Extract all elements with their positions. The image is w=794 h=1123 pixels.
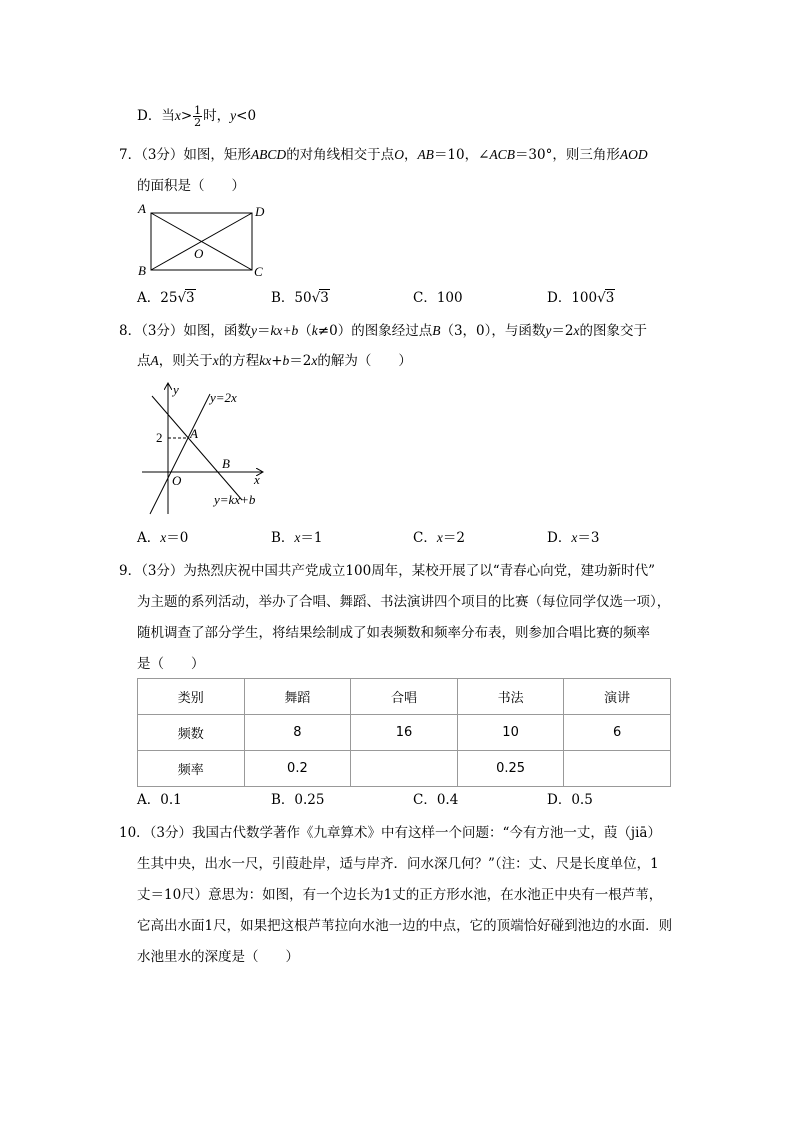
q8-x3: x [311,353,318,368]
table-cell [351,751,458,787]
q10-line4: 它高出水面1尺，如果把这根芦苇拉向水池一边的中点，它的顶端恰好碰到池边的水面．则 [137,918,673,934]
option-label: D． [547,530,572,546]
q8-line1 [119,322,647,340]
q8-coords: （3，0），与函数 [440,323,546,339]
q8-option-c [413,529,465,547]
q6-d-var: x [174,108,181,123]
q8-x: x [212,353,219,368]
option-label: C．100 [413,290,463,306]
q9-line2: 为主题的系列活动，举办了合唱、舞蹈、书法演讲四个项目的比赛（每位同学仅选一项）， [137,594,671,610]
label-y-kx-b: y=kx+b [214,492,256,507]
axis-label-x: x [254,472,260,487]
q7-o: O [394,147,404,162]
option-label: C． [413,530,437,546]
q10-line2: 生其中央，出水一尺，引葭赴岸，适与岸齐．问水深几何？”（注：丈、尺是长度单位，1 [137,856,659,872]
q6-d-mid: 时， [203,108,231,124]
fraction-denominator: 2 [194,116,202,129]
q8-l2b: ，则关于 [158,353,213,369]
q8-l2d: + [271,353,283,369]
q7-option-c [413,289,463,307]
q8-kx2: kx [259,353,272,368]
fraction-numerator: 1 [194,104,202,117]
q7-option-a: A．25√3 [137,290,195,306]
option-val: ＝1 [300,530,323,546]
q7-aod: AOD [619,147,648,162]
q9-option-a: A．0.1 [137,792,182,808]
q8-neq: ≠0）的图象经过点 [317,323,433,339]
q8-l2c: 的方程 [218,353,260,369]
table-cell: 频率 [138,751,245,787]
table-cell: 16 [351,715,458,751]
q8-x2: x [573,323,580,338]
q9-line4: 是（ ） [137,656,205,672]
q8-option-a [137,529,188,547]
tick-2: 2 [156,430,163,445]
option-label: B． [271,530,295,546]
q7-text-b: ， [403,147,418,163]
table-cell: 类别 [138,679,245,715]
q8-y: y [250,323,257,338]
q8-tail: 的图象交于 [579,323,647,339]
q9-option-d: D．0.5 [547,792,593,808]
table-cell: 0.25 [457,751,564,787]
table-cell: 10 [457,715,564,751]
radicand: 3 [320,290,329,306]
table-cell: 0.2 [244,751,351,787]
q8-l2a: 点 [137,353,151,369]
line-y-kx-b [152,396,242,500]
option-var: x [294,530,301,545]
q8-eq: ＝ [256,323,271,339]
q7-line1 [119,146,648,164]
q7-prefix: 7．（3分）如图，矩形 [119,147,251,163]
table-cell [564,751,671,787]
q8-option-b [271,529,323,547]
option-label: A． [137,530,161,546]
point-a-label: A [190,426,198,441]
q8-b: B [432,323,441,338]
q9-line1: 9．（3分）为热烈庆祝中国共产党成立100周年，某校开展了以“青春心向党，建功新时代” [119,563,655,579]
q8-l2e: ＝2 [289,353,312,369]
q6-d-zero: 0 [247,108,257,124]
q9-option-c: C．0.4 [413,792,459,808]
table-header-row [138,679,671,715]
q6-d-lt: < [236,108,248,124]
fraction [193,105,202,128]
table-cell: 演讲 [564,679,671,715]
origin-label: O [172,473,182,488]
option-label: B．50 [271,290,312,306]
table-row [138,751,671,787]
q7-rect: ABCD [250,147,287,162]
point-b-label: B [222,456,230,471]
table-cell: 舞蹈 [244,679,351,715]
option-label: D．100 [547,290,598,306]
q8-b2: b [282,353,290,368]
q9-option-b: B．0.25 [271,792,325,808]
radicand: 3 [605,290,615,306]
option-var: x [436,530,443,545]
option-var: x [160,530,167,545]
table-cell: 合唱 [351,679,458,715]
fig-label-o: O [194,246,204,261]
q7-option-b: B．50√3 [271,290,329,306]
option-val: ＝0 [166,530,189,546]
q8-y2: y [545,323,552,338]
q7-ab: AB [417,147,434,162]
q7-text-a: 的对角线相交于点 [286,147,395,163]
q8-option-d [547,529,599,547]
fig-label-b: B [138,263,146,278]
q6-d-gt: > [180,108,193,124]
table-cell: 8 [244,715,351,751]
frequency-table [137,678,671,787]
q8-plus-b: +b [282,323,299,338]
fig-label-d: D [255,204,265,219]
q8-eq2: ＝2 [551,323,574,339]
q8-graph-figure [138,378,270,520]
q8-paren: （ [298,323,312,339]
table-cell: 6 [564,715,671,751]
q8-k: k [311,323,318,338]
q7-text-c: ＝10，∠ [433,147,490,163]
fig-label-c: C [254,264,263,279]
option-label: A．25 [137,290,178,306]
q9-line3: 随机调查了部分学生，将结果绘制成了如表频数和频率分布表，则参加合唱比赛的频率 [137,625,650,641]
q8-l2f: 的解为（ ） [317,353,412,369]
table-cell: 书法 [457,679,564,715]
q7-text-d: ＝30°，则三角形 [514,147,620,163]
q8-prefix: 8．（3分）如图，函数 [119,323,251,339]
q10-line3: 丈＝10尺）意思为：如图，有一个边长为1丈的正方形水池，在水池正中央有一根芦苇， [137,887,663,903]
q7-option-d: D．100√3 [547,290,615,306]
q7-acb: ACB [489,147,515,162]
q7-rectangle-figure [134,200,274,282]
label-y-2x: y=2x [210,390,237,405]
q8-line2 [137,352,412,370]
radicand: 3 [186,290,195,306]
option-val: ＝2 [442,530,465,546]
q6-d-label: D．当 [137,108,175,124]
q8-a: A [150,353,159,368]
q7-line2: 的面积是（ ） [137,178,245,194]
line-y-2x [150,394,210,514]
fig-label-a: A [138,201,146,216]
axis-label-y: y [173,382,179,397]
q10-line1: 10．（3分）我国古代数学著作《九章算术》中有这样一个问题：“今有方池一丈，葭（jiā） [119,825,661,841]
q6-d-y: y [230,108,237,123]
table-row [138,715,671,751]
q6-option-d [137,105,256,128]
q8-kx: kx [270,323,283,338]
table-cell: 频数 [138,715,245,751]
option-val: ＝3 [577,530,600,546]
q10-line5: 水池里水的深度是（ ） [137,949,299,965]
option-var: x [571,530,578,545]
